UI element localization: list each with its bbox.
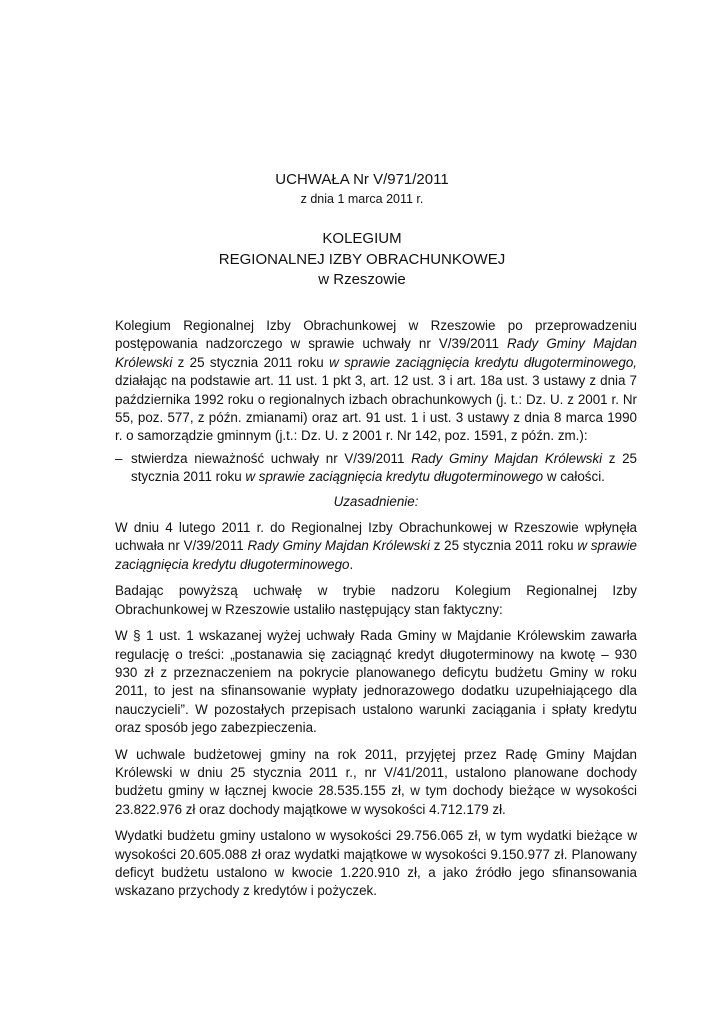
intro-text-4: w sprawie zaciągnięcia kredytu długoterminowego, — [329, 354, 637, 370]
dash-bullet: – — [115, 450, 123, 466]
decision-text-2: Rady Gminy Majdan Królewski — [411, 450, 603, 466]
p1-text-1: W dniu 4 lutego 2011 r. do Regionalnej Izby Obrachunkowej w Rzeszowie wpłynęła uchwała nr V/39/2011 — [115, 520, 637, 554]
decision-item — [115, 450, 637, 487]
justification-heading-text: Uzasadnienie: — [333, 493, 419, 509]
justification-paragraph-1 — [115, 519, 637, 574]
p1-text-3: z 25 stycznia 2011 roku — [429, 538, 578, 554]
decision-text-5: w całości. — [543, 469, 605, 485]
justification-paragraph-2: Badając powyższą uchwałę w trybie nadzoru Kolegium Regionalnej Izby Obrachunkowej w Rzeszowie ustaliło następujący stan faktyczny: — [115, 583, 637, 617]
p1-text-4: w sprawie zaciągnięcia kredytu długoterminowego — [115, 538, 637, 572]
justification-paragraph-4: W uchwale budżetowej gminy na rok 2011, przyjętej przez Radę Gminy Majdan Królewski w dniu 25 stycznia 2011 r., nr V/41/2011, ustalono planowane dochody budżetu gminy w łącznej kwocie 28.535.155 zł, w tym dochody bieżące w wysokości 23.822.976 zł oraz dochody majątkowe w wysokości 4.712.179 zł. — [115, 746, 637, 817]
intro-text-1: Kolegium Regionalnej Izby Obrachunkowej w Rzeszowie po przeprowadzeniu postępowania nadzorczego w sprawie uchwały nr V/39/2011 — [115, 318, 637, 352]
p1-text-5: . — [349, 556, 354, 572]
p1-text-2: Rady Gminy Majdan Królewski — [247, 538, 430, 554]
decision-text-1: stwierdza nieważność uchwały nr V/39/2011 — [131, 450, 412, 466]
intro-text-2: Rady Gminy Majdan Królewski — [115, 336, 637, 370]
issuing-body-line-3: w Rzeszowie — [318, 271, 406, 288]
issuing-body-line-1: KOLEGIUM — [322, 230, 402, 247]
justification-paragraph-5: Wydatki budżetu gminy ustalono w wysokości 29.756.065 zł, w tym wydatki bieżące w wysokości 20.605.088 zł oraz wydatki majątkowe w wysokości 9.150.977 zł. Planowany deficyt budżetu ustalono w kwocie 1.220.910 zł, a jako źródło jego sfinansowania wskazano przychody z kredytów i pożyczek. — [115, 828, 637, 899]
intro-text-5: działając na podstawie art. 11 ust. 1 pkt 3, art. 12 ust. 3 i art. 18a ust. 3 ustawy z dnia 7 października 1992 roku o regionalnych izbach obrachunkowych (j. t.: Dz. U. z 2001 r. Nr 55, poz. 577, z późn. zmianami) oraz art. 91 ust. 1 i ust. 3 ustawy z dnia 8 marca 1990 r. o samorządzie gminnym (j.t.: Dz. U. z 2001 r. Nr 142, poz. 1591, z późn. zm.): — [115, 373, 637, 444]
intro-paragraph — [115, 317, 637, 446]
intro-text-3: z 25 stycznia 2011 roku — [172, 354, 330, 370]
decision-text-3: z 25 stycznia 2011 roku — [131, 450, 638, 485]
document-body — [115, 317, 637, 909]
justification-heading — [115, 493, 637, 511]
issuing-body-line-2: REGIONALNEJ IZBY OBRACHUNKOWEJ — [218, 250, 506, 268]
issuing-body — [0, 229, 724, 291]
resolution-date: z dnia 1 marca 2011 r. — [300, 192, 424, 206]
decision-text — [131, 450, 637, 487]
decision-text-4: w sprawie zaciągnięcia kredytu długoterminowego — [245, 469, 544, 485]
justification-paragraph-3: W § 1 ust. 1 wskazanej wyżej uchwały Rada Gminy w Majdanie Królewskim zawarła regulację o treści: „postanawia się zaciągnąć kredyt długoterminowy na kwotę – 930 930 zł z przeznaczeniem na pokrycie planowanego deficytu budżetu Gminy w roku 2011, to jest na sfinansowanie wypłaty jednorazowego dodatku uzupełniającego dla nauczycieli”. W pozostałych przepisach ustalono warunki zaciągania i spłaty kredytu oraz sposób jego zabezpieczenia. — [115, 628, 637, 736]
resolution-title: UCHWAŁA Nr V/971/2011 — [275, 171, 449, 188]
